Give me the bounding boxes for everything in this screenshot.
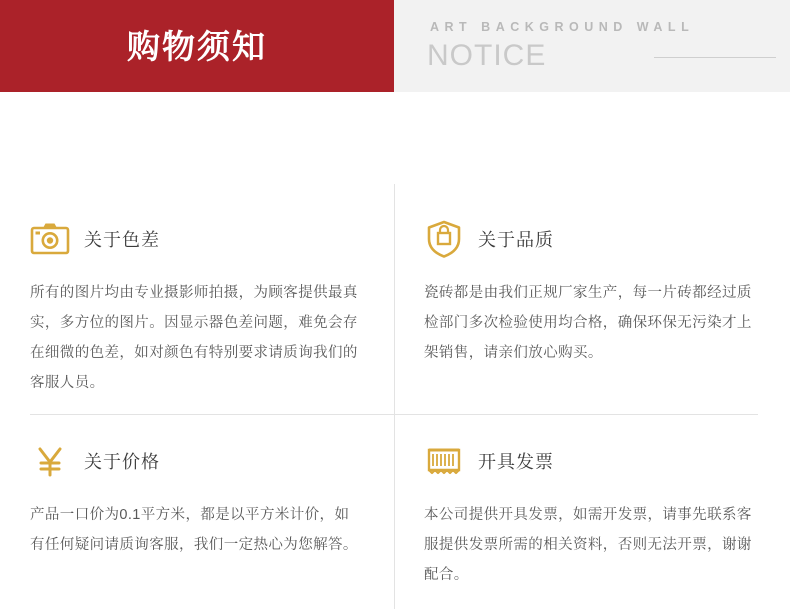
header-title-banner <box>0 0 394 92</box>
notice-item-text: 产品一口价为0.1平方米，都是以平方米计价，如有任何疑问请质询客服，我们一定热心为您解答。 <box>30 507 358 553</box>
notice-item-quality <box>424 214 774 368</box>
notice-item-title: 关于色差 <box>84 230 160 250</box>
notice-item-text: 本公司提供开具发票，如需开发票，请事先联系客服提供发票所需的相关资料，否则无法开票，谢谢配合。 <box>424 507 752 583</box>
page-title: 购物须知 <box>127 27 267 65</box>
invoice-icon <box>424 441 464 481</box>
notice-item-header <box>424 214 774 264</box>
notice-item-text: 所有的图片均由专业摄影师拍摄，为顾客提供最真实，多方位的图片。因显示器色差问题，难免会存在细微的色差，如对颜色有特别要求请质询我们的客服人员。 <box>30 285 358 391</box>
yen-icon <box>30 441 70 481</box>
horizontal-divider <box>30 414 758 415</box>
shield-icon <box>424 219 464 259</box>
notice-grid <box>0 92 790 583</box>
header-english-subtitle: ART BACKGROUND WALL <box>430 20 695 34</box>
header-divider-line <box>654 57 776 58</box>
notice-item-header <box>30 436 380 486</box>
notice-item-title: 开具发票 <box>478 452 554 472</box>
notice-item-invoice <box>424 436 774 590</box>
notice-item-header <box>424 436 774 486</box>
notice-item-color <box>30 214 380 398</box>
notice-item-text: 瓷砖都是由我们正规厂家生产，每一片砖都经过质检部门多次检验使用均合格，确保环保无污染才上架销售，请亲们放心购买。 <box>424 285 752 361</box>
notice-item-price <box>30 436 380 560</box>
notice-item-header <box>30 214 380 264</box>
notice-item-title: 关于价格 <box>84 452 160 472</box>
page-header <box>0 0 790 92</box>
header-english-area <box>394 0 790 92</box>
camera-icon <box>30 219 70 259</box>
notice-item-title: 关于品质 <box>478 230 554 250</box>
header-english-title: NOTICE <box>427 39 547 72</box>
vertical-divider <box>394 184 395 609</box>
